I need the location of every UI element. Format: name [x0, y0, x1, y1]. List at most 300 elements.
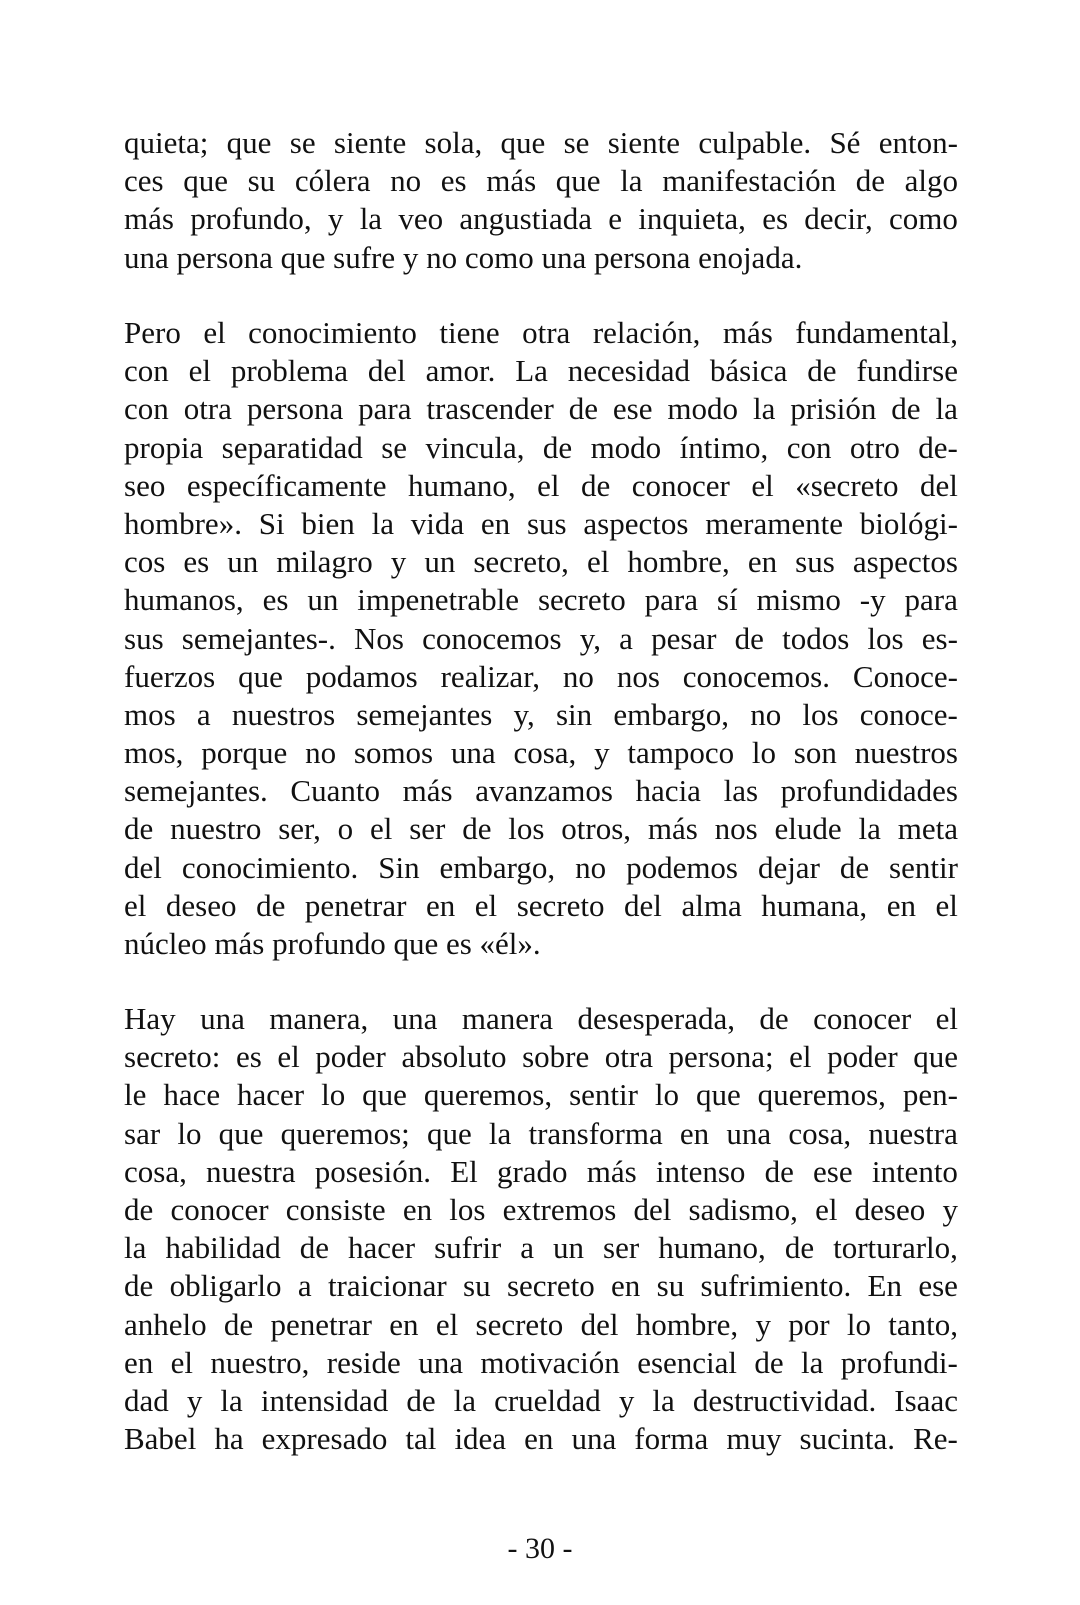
word: conocer: [631, 467, 730, 503]
text-line: [124, 1382, 958, 1420]
word: nos: [616, 658, 660, 694]
word: persona;: [668, 1039, 774, 1075]
word: en: [389, 1306, 419, 1342]
word: nuestra: [868, 1115, 958, 1151]
word: y: [755, 1306, 771, 1342]
word: conocer: [170, 1191, 269, 1227]
word: una: [571, 1421, 617, 1457]
word: alma: [681, 887, 742, 923]
word: la: [488, 1115, 512, 1151]
word: un: [227, 544, 259, 580]
word: necesidad: [567, 353, 691, 389]
word: que: [500, 125, 546, 160]
word: idea: [454, 1421, 507, 1457]
word: enton-: [878, 125, 958, 160]
word: una: [726, 1115, 772, 1151]
word: de: [759, 1001, 789, 1036]
word: y: [942, 1191, 958, 1227]
word: absoluto: [401, 1039, 507, 1075]
word: a: [297, 1268, 312, 1304]
word: tanto,: [888, 1306, 958, 1342]
word: que: [183, 163, 228, 199]
word: hacia: [635, 773, 701, 809]
word: del: [624, 887, 662, 923]
word: que: [913, 1039, 958, 1075]
word: ha: [214, 1421, 244, 1457]
word: no: [575, 849, 607, 885]
word: porque: [201, 735, 288, 771]
word: a: [619, 620, 633, 656]
word: intensidad: [260, 1382, 389, 1418]
word: el: [586, 544, 610, 580]
word: o: [337, 811, 354, 847]
word: lo: [846, 1306, 871, 1342]
word: vincula,: [425, 429, 525, 465]
word: otra: [522, 315, 571, 350]
word: para: [358, 391, 412, 427]
word: persona: [246, 391, 344, 427]
word: de-: [918, 429, 958, 465]
word: de: [580, 467, 611, 503]
word: es: [262, 582, 289, 618]
word: la: [453, 1382, 477, 1418]
word: no: [750, 696, 782, 732]
word: semejantes.: [124, 773, 268, 809]
word: nuestra: [206, 1153, 296, 1189]
text-line: [124, 505, 958, 543]
word: la: [359, 201, 383, 237]
text-line: [124, 429, 958, 467]
word: otro: [849, 429, 900, 465]
word: En: [867, 1268, 902, 1304]
word: lo: [654, 1077, 679, 1113]
word: y,: [513, 696, 535, 732]
word: con: [124, 353, 169, 389]
word: nuestros: [854, 735, 958, 771]
word: sobre: [522, 1039, 590, 1075]
word: una: [392, 1001, 438, 1036]
word: para: [904, 582, 958, 618]
word: bien: [301, 505, 355, 541]
text-line: [124, 1000, 958, 1038]
word: sola,: [424, 125, 483, 160]
text-line: [124, 352, 958, 390]
word: la: [620, 163, 643, 199]
word: ser: [603, 1230, 640, 1266]
word: la: [858, 811, 881, 847]
word: deseo: [854, 1191, 926, 1227]
text-line: [124, 772, 958, 810]
word: ese: [612, 391, 653, 427]
word: nuestros: [231, 696, 336, 732]
word: la: [935, 391, 958, 427]
word: de: [299, 1230, 329, 1266]
text-line: [124, 1115, 958, 1153]
word: destructividad.: [692, 1382, 877, 1418]
word: y,: [579, 620, 602, 656]
text-line: [124, 1153, 958, 1191]
word: el: [789, 1039, 812, 1075]
word: queremos;: [280, 1115, 410, 1151]
word: secreto: [537, 582, 626, 618]
word: conocer: [813, 1001, 912, 1036]
paragraph-2: [124, 314, 958, 963]
word: de: [124, 811, 154, 847]
word: el: [203, 315, 226, 350]
word: dejar: [757, 849, 820, 885]
word: propia: [124, 429, 204, 465]
word: Re-: [913, 1421, 958, 1457]
word: con: [786, 429, 832, 465]
word: su: [247, 163, 276, 199]
word: el: [277, 1039, 300, 1075]
word: poder: [827, 1039, 898, 1075]
word: avanzamos: [475, 773, 613, 809]
word: de: [839, 849, 870, 885]
word: son: [793, 735, 837, 771]
word: es: [235, 1039, 262, 1075]
word: cosa,: [124, 1153, 187, 1189]
word: hombre».: [124, 505, 242, 541]
word: queremos,: [423, 1077, 553, 1113]
word: trascender: [426, 391, 554, 427]
word: la: [801, 1344, 824, 1380]
word: de: [124, 1268, 154, 1304]
word: podamos: [305, 658, 418, 694]
word: es: [440, 163, 467, 199]
word: conocemos: [422, 620, 562, 656]
word: queremos,: [757, 1077, 886, 1113]
word: mos: [124, 696, 176, 732]
word: una: [418, 1344, 463, 1380]
text-line: [124, 200, 958, 238]
word: grado: [496, 1153, 568, 1189]
word: y: [390, 544, 407, 580]
word: tiene: [439, 315, 500, 350]
word: separatidad: [221, 429, 363, 465]
word: del: [124, 849, 162, 885]
word: humanos,: [124, 582, 244, 618]
paragraph-1: [124, 124, 958, 277]
word: Isaac: [894, 1382, 958, 1418]
word: habilidad: [165, 1230, 281, 1266]
word: otra: [604, 1039, 653, 1075]
word: Hay: [124, 1001, 176, 1036]
word: el: [435, 1306, 459, 1342]
text-line: [124, 887, 958, 925]
word: angustiada: [459, 201, 592, 237]
text-line: [124, 810, 958, 848]
word: embargo,: [613, 696, 730, 732]
word: de: [734, 620, 764, 656]
word: expresado: [261, 1421, 388, 1457]
word: del: [580, 1306, 619, 1342]
word: de: [542, 429, 573, 465]
text-line: núcleo más profundo que es «él».: [124, 926, 541, 961]
word: manera: [461, 1001, 554, 1036]
word: dad: [124, 1382, 169, 1418]
word: profundidades: [780, 773, 958, 809]
word: esencial: [637, 1344, 738, 1380]
word: podemos: [626, 849, 738, 885]
word: culpable.: [698, 125, 812, 160]
word: que: [362, 1077, 407, 1113]
word: humano,: [658, 1230, 766, 1266]
word: su: [656, 1268, 685, 1304]
word: más: [486, 163, 537, 199]
word: del: [367, 353, 406, 389]
word: el: [751, 467, 774, 503]
word: Pero: [124, 315, 181, 350]
word: sufrir: [434, 1230, 502, 1266]
word: en: [124, 1344, 154, 1380]
word: consiste: [285, 1191, 386, 1227]
text-line: [124, 162, 958, 200]
word: manera,: [269, 1001, 369, 1036]
word: un: [553, 1230, 585, 1266]
text-line: [124, 1420, 958, 1458]
word: se: [563, 125, 590, 160]
word: en: [402, 1191, 433, 1227]
word: -y: [859, 582, 886, 618]
word: conocimiento.: [181, 849, 359, 885]
word: de: [223, 1306, 254, 1342]
word: específicamente: [186, 467, 387, 503]
word: secreto:: [124, 1039, 221, 1075]
word: íntimo,: [679, 429, 769, 465]
word: otra: [183, 391, 232, 427]
word: humana,: [761, 887, 868, 923]
word: el: [188, 353, 212, 389]
word: sí: [716, 582, 738, 618]
paragraph-3: [124, 1000, 958, 1458]
word: poder: [315, 1039, 386, 1075]
word: le: [124, 1077, 147, 1113]
word: los: [867, 620, 904, 656]
word: más: [124, 201, 174, 237]
word: un: [307, 582, 339, 618]
word: mismo: [756, 582, 841, 618]
word: semejantes-.: [181, 620, 336, 656]
word: el: [537, 467, 560, 503]
word: por: [788, 1306, 830, 1342]
word: conocimiento: [248, 315, 417, 350]
word: otros,: [561, 811, 632, 847]
word: el: [474, 887, 498, 923]
word: no: [305, 735, 337, 771]
word: posesión.: [314, 1153, 431, 1189]
word: sentir: [889, 849, 958, 885]
word: pesar: [651, 620, 717, 656]
word: se: [381, 429, 408, 465]
word: la: [371, 505, 394, 541]
text-line: [124, 1076, 958, 1114]
word: humano,: [407, 467, 516, 503]
word: se: [289, 125, 316, 160]
word: de: [784, 1230, 815, 1266]
text-line: [124, 734, 958, 772]
word: Cuanto: [290, 773, 380, 809]
word: de: [462, 811, 492, 847]
word: conocemos.: [682, 658, 830, 694]
word: amor.: [425, 353, 496, 389]
word: el: [170, 1344, 194, 1380]
word: los: [449, 1191, 486, 1227]
word: la: [752, 391, 776, 427]
word: en: [524, 1421, 554, 1457]
word: con: [124, 391, 169, 427]
word: e: [608, 201, 623, 237]
word: El: [450, 1153, 478, 1189]
word: cólera: [294, 163, 371, 199]
word: que: [555, 163, 601, 199]
word: como: [889, 201, 958, 237]
word: semejantes: [356, 696, 493, 732]
text-line: [124, 467, 958, 505]
word: sus: [795, 544, 835, 580]
word: secreto,: [473, 544, 569, 580]
word: el: [935, 887, 958, 923]
word: penetrar: [270, 1306, 373, 1342]
word: una: [450, 735, 496, 771]
word: los: [802, 696, 839, 732]
word: que: [238, 658, 283, 694]
word: desesperada,: [577, 1001, 735, 1036]
word: seo: [124, 467, 166, 503]
word: inquieta,: [638, 201, 746, 237]
word: embargo,: [439, 849, 556, 885]
text-line: una persona que sufre y no como una persona enojada.: [124, 239, 803, 275]
word: en: [611, 1268, 641, 1304]
word: nuestro: [170, 811, 262, 847]
text-line: [124, 849, 958, 887]
word: profundo,: [190, 201, 312, 237]
word: sentir: [569, 1077, 638, 1113]
text-line: [124, 1229, 958, 1267]
word: Sé: [829, 125, 861, 160]
word: deseo: [165, 887, 237, 923]
word: hacer: [237, 1077, 305, 1113]
word: profundi-: [840, 1344, 958, 1380]
word: de: [807, 353, 837, 389]
word: de: [568, 391, 598, 427]
word: Babel: [124, 1421, 197, 1457]
word: de: [124, 1191, 154, 1227]
word: el: [815, 1191, 838, 1227]
word: básica: [709, 353, 788, 389]
text-line: [124, 543, 958, 581]
word: la: [124, 1230, 147, 1266]
word: que: [226, 125, 272, 160]
text-line: [124, 658, 958, 696]
word: hace: [163, 1077, 221, 1113]
word: motivación: [480, 1344, 620, 1380]
word: decir,: [804, 201, 873, 237]
word: fundirse: [856, 353, 958, 389]
word: en: [747, 544, 778, 580]
word: «secreto: [795, 467, 899, 503]
word: sadismo,: [688, 1191, 798, 1227]
word: relación,: [592, 315, 701, 350]
word: realizar,: [440, 658, 541, 694]
word: y: [327, 201, 344, 237]
word: tal: [405, 1421, 437, 1457]
word: La: [515, 353, 548, 389]
text-line: [124, 1267, 958, 1305]
word: meta: [897, 811, 958, 847]
word: extremos: [502, 1191, 617, 1227]
word: somos: [353, 735, 434, 771]
word: y: [186, 1382, 203, 1418]
word: obligarlo: [169, 1268, 282, 1304]
word: de: [891, 391, 921, 427]
page-number: - 30 -: [507, 1532, 573, 1565]
word: ese: [813, 1153, 853, 1189]
word: siente: [333, 125, 407, 160]
word: pen-: [902, 1077, 958, 1113]
word: sin: [555, 696, 593, 732]
word: del: [920, 467, 958, 503]
word: ese: [918, 1268, 958, 1304]
word: el: [370, 811, 393, 847]
word: su: [463, 1268, 491, 1304]
text-line: [124, 1038, 958, 1076]
word: y: [594, 735, 610, 771]
word: crueldad: [494, 1382, 601, 1418]
word: que: [695, 1077, 741, 1113]
word: conoce-: [859, 696, 958, 732]
word: reside: [326, 1344, 401, 1380]
word: y: [618, 1382, 635, 1418]
word: torturarlo,: [833, 1230, 958, 1266]
word: mos,: [124, 735, 184, 771]
word: un: [424, 544, 456, 580]
word: nuestro,: [210, 1344, 310, 1380]
word: más: [402, 773, 453, 809]
word: no: [390, 163, 422, 199]
word: manifestación: [662, 163, 837, 199]
text-line: [124, 1306, 958, 1344]
word: a: [520, 1230, 535, 1266]
word: no: [562, 658, 594, 694]
word: ser: [409, 811, 446, 847]
word: milagro: [276, 544, 373, 580]
word: Nos: [354, 620, 404, 656]
word: Conoce-: [852, 658, 958, 694]
word: la: [652, 1382, 675, 1418]
text-line: [124, 1344, 958, 1382]
text-line: [124, 124, 958, 162]
word: prisión: [790, 391, 877, 427]
word: los: [508, 811, 545, 847]
word: de: [256, 887, 286, 923]
word: penetrar: [304, 887, 407, 923]
word: las: [723, 773, 759, 809]
word: aspectos: [583, 505, 689, 541]
word: fuerzos: [124, 658, 216, 694]
word: a: [196, 696, 211, 732]
word: elude: [774, 811, 842, 847]
word: es: [762, 201, 789, 237]
text-line: [124, 620, 958, 658]
word: fundamental,: [795, 315, 958, 350]
word: el: [935, 1001, 958, 1036]
word: cosa,: [788, 1115, 852, 1151]
word: secreto: [516, 887, 605, 923]
text-line: [124, 581, 958, 619]
word: vida: [410, 505, 465, 541]
text-line: [124, 696, 958, 734]
